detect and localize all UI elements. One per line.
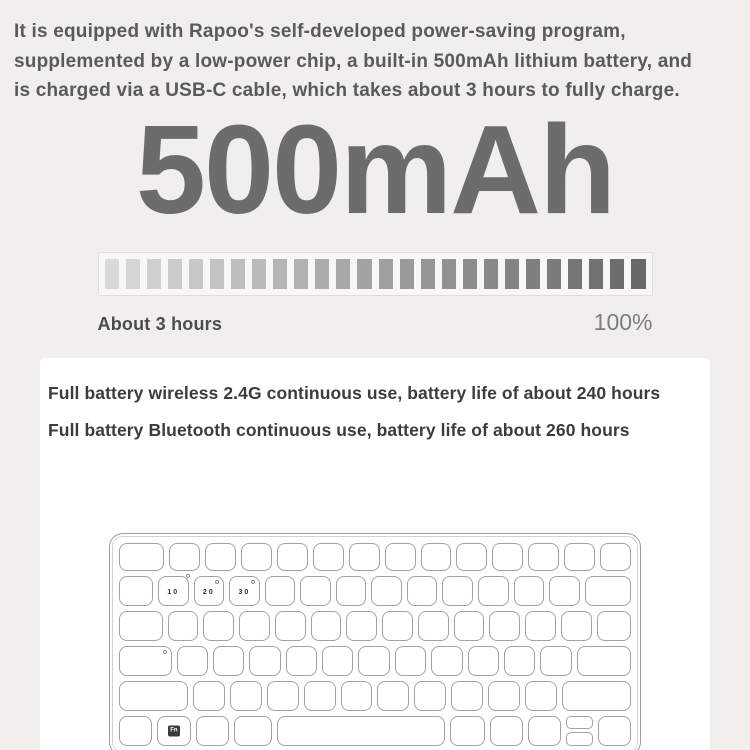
keyboard-key (382, 611, 413, 641)
keyboard-row (119, 576, 631, 606)
keyboard-key (346, 611, 377, 641)
indicator-led-ring (186, 574, 190, 578)
keyboard-row (119, 543, 631, 571)
keyboard-key (478, 576, 509, 606)
keyboard-key (414, 681, 446, 711)
keyboard-key (213, 646, 244, 676)
keyboard-key (407, 576, 438, 606)
battery-segment (252, 259, 266, 289)
arrow-up-key (566, 716, 593, 730)
keyboard-key (205, 543, 236, 571)
keyboard-key (286, 646, 317, 676)
keyboard-key (313, 543, 344, 571)
keyboard-key (311, 611, 342, 641)
battery-segment (610, 259, 624, 289)
left-shift-key (119, 681, 188, 711)
battery-segment (357, 259, 371, 289)
key-label: 20 (202, 589, 215, 597)
keyboard-key (549, 576, 580, 606)
indicator-led-ring (251, 580, 255, 584)
battery-segment (421, 259, 435, 289)
intro-line: supplemented by a low-power chip, a built-in 500mAh lithium battery, and (14, 50, 693, 72)
keyboard-key (341, 681, 373, 711)
keyboard-key (492, 543, 523, 571)
keyboard-key (514, 576, 545, 606)
keyboard-key (564, 543, 595, 571)
charge-time-label: About 3 hours (97, 313, 223, 334)
battery-segment (315, 259, 329, 289)
enter-key (577, 646, 631, 676)
spacebar-key (277, 716, 445, 746)
fn-key (157, 716, 190, 746)
keyboard-illustration (109, 533, 641, 750)
keyboard-key (300, 576, 331, 606)
battery-segment (147, 259, 161, 289)
battery-life-card (40, 358, 710, 750)
keyboard-key (504, 646, 535, 676)
keyboard-key (528, 543, 559, 571)
keyboard-rows (110, 534, 640, 750)
battery-segment (336, 259, 350, 289)
keyboard-key (525, 681, 557, 711)
keyboard-key (454, 611, 485, 641)
keyboard-key (241, 543, 272, 571)
keyboard-row (119, 681, 631, 711)
battery-segment (547, 259, 561, 289)
fn-key-badge: Fn (168, 725, 180, 736)
esc-key (119, 543, 164, 571)
charge-percent-label: 100% (593, 308, 653, 335)
battery-segment (273, 259, 287, 289)
battery-segment (105, 259, 119, 289)
keyboard-key (203, 611, 234, 641)
charge-labels-row (98, 309, 653, 336)
keyboard-key (488, 681, 520, 711)
keyboard-key (336, 576, 367, 606)
keyboard-key (451, 681, 483, 711)
battery-segment (589, 259, 603, 289)
right-shift-key (562, 681, 631, 711)
intro-paragraph (0, 0, 750, 106)
channel-key-10 (158, 576, 189, 606)
keyboard-key (265, 576, 296, 606)
keyboard-key (230, 681, 262, 711)
keyboard-key (489, 611, 520, 641)
keyboard-key (304, 681, 336, 711)
battery-segment (231, 259, 245, 289)
keyboard-key (597, 611, 631, 641)
keyboard-key (249, 646, 280, 676)
keyboard-key (193, 681, 225, 711)
battery-segment (568, 259, 582, 289)
indicator-led-ring (163, 650, 167, 654)
battery-life-bluetooth-line: Full battery Bluetooth continuous use, battery life of about 260 hours (48, 419, 630, 440)
keyboard-key (385, 543, 416, 571)
keyboard-key (431, 646, 462, 676)
caps-lock-key (119, 646, 172, 676)
backspace-key (585, 576, 631, 606)
keyboard-key (528, 716, 561, 746)
keyboard-key (561, 611, 592, 641)
keyboard-row (119, 716, 631, 746)
keyboard-key (119, 576, 153, 606)
channel-key-30 (229, 576, 260, 606)
keyboard-key (490, 716, 523, 746)
keyboard-key (358, 646, 389, 676)
keyboard-key (177, 646, 208, 676)
keyboard-key (525, 611, 556, 641)
channel-key-20 (194, 576, 225, 606)
keyboard-key (119, 716, 152, 746)
key-label: 30 (238, 589, 251, 597)
battery-charge-bar (98, 252, 653, 296)
keyboard-key (349, 543, 380, 571)
keyboard-key (600, 543, 631, 571)
battery-segment (294, 259, 308, 289)
battery-segment (505, 259, 519, 289)
keyboard-key (468, 646, 499, 676)
battery-segment (189, 259, 203, 289)
battery-segment (631, 259, 645, 289)
keyboard-key (418, 611, 449, 641)
arrow-keys-stack (566, 716, 593, 746)
keyboard-key (267, 681, 299, 711)
keyboard-key (196, 716, 229, 746)
battery-segment (168, 259, 182, 289)
battery-segment (526, 259, 540, 289)
intro-line: It is equipped with Rapoo's self-developed power-saving program, (14, 21, 626, 42)
keyboard-key (239, 611, 270, 641)
keyboard-key (456, 543, 487, 571)
battery-capacity-headline: 500mAh (135, 98, 615, 240)
keyboard-key (395, 646, 426, 676)
keyboard-key (234, 716, 272, 746)
keyboard-row (119, 611, 631, 641)
battery-life-wireless-line: Full battery wireless 2.4G continuous use, battery life of about 240 hours (48, 382, 661, 403)
keyboard-key (421, 543, 452, 571)
keyboard-key (371, 576, 402, 606)
keyboard-key (322, 646, 353, 676)
tab-key (119, 611, 163, 641)
key-label: 10 (167, 589, 180, 597)
keyboard-key (540, 646, 571, 676)
battery-segment (126, 259, 140, 289)
keyboard-key (450, 716, 485, 746)
arrow-down-key (566, 732, 593, 746)
keyboard-key (168, 611, 199, 641)
battery-segment (442, 259, 456, 289)
battery-segment (379, 259, 393, 289)
battery-segment (210, 259, 224, 289)
battery-segment (400, 259, 414, 289)
keyboard-row (119, 646, 631, 676)
battery-segment (484, 259, 498, 289)
keyboard-key (598, 716, 631, 746)
keyboard-key (275, 611, 306, 641)
keyboard-key (377, 681, 409, 711)
keyboard-key (277, 543, 308, 571)
keyboard-key (442, 576, 473, 606)
battery-segment (463, 259, 477, 289)
intro-line: is charged via a USB-C cable, which takes about 3 hours to fully charge. (14, 80, 680, 101)
keyboard-key (169, 543, 200, 571)
